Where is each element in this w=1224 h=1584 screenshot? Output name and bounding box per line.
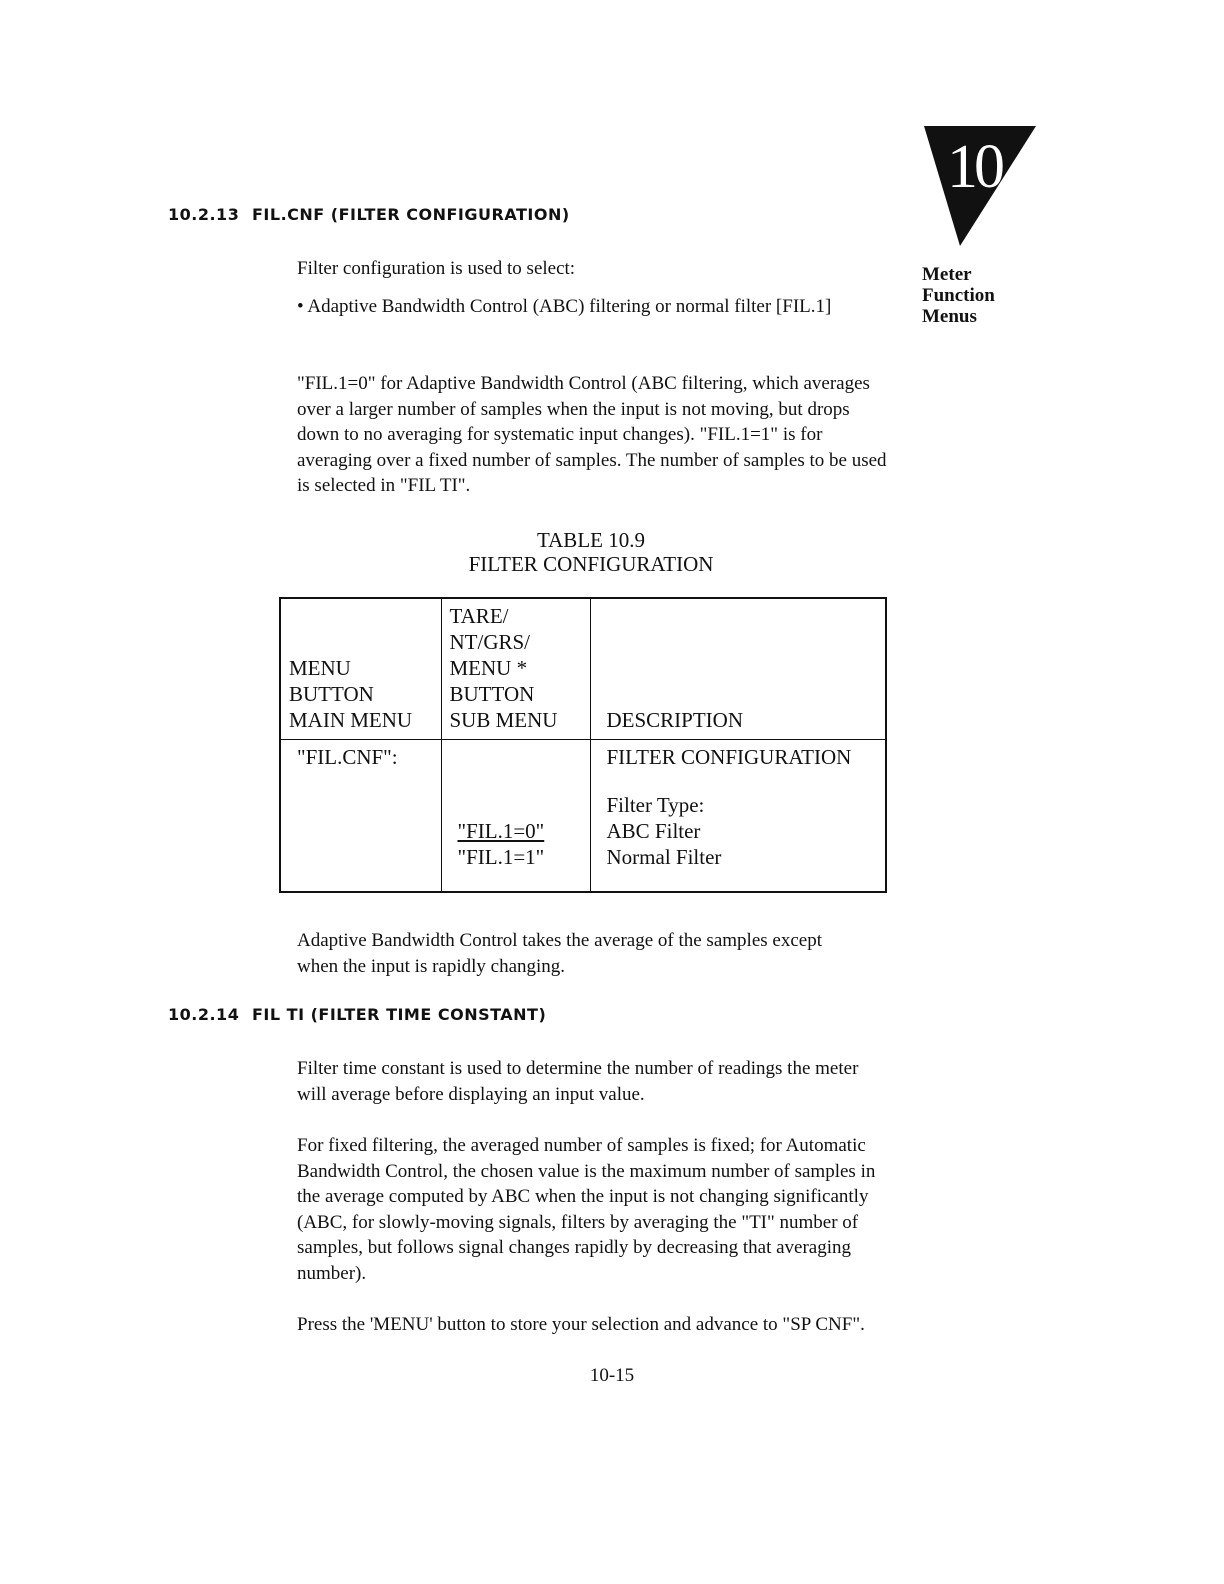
header-line: MAIN MENU	[289, 708, 413, 732]
sub-menu-option: "FIL.1=1"	[457, 845, 545, 869]
side-title-line: Meter	[922, 264, 972, 285]
section-heading-10-2-13	[168, 205, 570, 224]
description-label: Filter Type:	[606, 793, 705, 817]
header-line: TARE/	[449, 604, 509, 628]
side-title-line: Menus	[922, 306, 977, 327]
bullet-item: • Adaptive Bandwidth Control (ABC) filtering or normal filter [FIL.1]	[297, 296, 832, 317]
cell-description	[590, 740, 886, 893]
section-title: FIL.CNF (FILTER CONFIGURATION)	[252, 205, 570, 224]
cell-main-menu	[280, 740, 441, 893]
header-main-menu	[280, 598, 441, 740]
filter-configuration-table	[279, 597, 887, 893]
main-menu-value: "FIL.CNF":	[297, 745, 398, 769]
table-row	[280, 740, 886, 893]
description-option: ABC Filter	[606, 819, 701, 843]
header-line: BUTTON	[449, 682, 535, 706]
cell-sub-menu	[441, 740, 590, 893]
sub-menu-option: "FIL.1=0"	[457, 819, 545, 843]
header-line: MENU *	[449, 656, 528, 680]
header-line: MENU	[289, 656, 351, 680]
header-line: NT/GRS/	[449, 630, 531, 654]
description-option: Normal Filter	[606, 845, 722, 869]
abc-summary-paragraph: Adaptive Bandwidth Control takes the average of the samples except when the input is rapidly changing.	[297, 930, 822, 977]
header-line: DESCRIPTION	[606, 708, 744, 732]
side-title-line: Function	[922, 285, 995, 306]
header-line: BUTTON	[289, 682, 374, 706]
header-sub-menu	[441, 598, 590, 740]
section-title: FIL TI (FILTER TIME CONSTANT)	[252, 1005, 547, 1024]
body-paragraph: "FIL.1=0" for Adaptive Bandwidth Control (ABC filtering, which averages over a larger number of samples when the input is not moving, but drops down to no averaging for systematic input changes). "FIL.1=1" is for averaging over a fixed number of samples. The number of samples to be used is selected in "FIL TI".	[297, 373, 887, 496]
table-caption-number: TABLE 10.9	[537, 528, 645, 552]
time-constant-paragraph: Filter time constant is used to determine the number of readings the meter will average before displaying an input value.	[297, 1058, 859, 1105]
press-menu-paragraph: Press the 'MENU' button to store your selection and advance to "SP CNF".	[297, 1314, 865, 1335]
header-line: SUB MENU	[449, 708, 558, 732]
section-number: 10.2.13	[168, 205, 240, 224]
chapter-number: 10	[947, 133, 1001, 201]
description-title: FILTER CONFIGURATION	[606, 745, 852, 769]
section-number: 10.2.14	[168, 1005, 240, 1024]
chapter-side-title	[922, 264, 1032, 327]
header-description	[590, 598, 886, 740]
table-caption-title: FILTER CONFIGURATION	[468, 552, 714, 576]
section-heading-10-2-14	[168, 1005, 546, 1024]
fixed-filtering-paragraph: For fixed filtering, the averaged number of samples is fixed; for Automatic Bandwidth Control, the chosen value is the maximum number of samples in the average computed by ABC when the input is not changing significantly (ABC, for slowly-moving signals, filters by averaging the "TI" number of samples, but follows signal changes rapidly by decreasing that averaging number).	[297, 1135, 876, 1284]
intro-paragraph: Filter configuration is used to select:	[297, 258, 576, 279]
table-header-row	[280, 598, 886, 740]
page-number: 10-15	[589, 1365, 635, 1386]
